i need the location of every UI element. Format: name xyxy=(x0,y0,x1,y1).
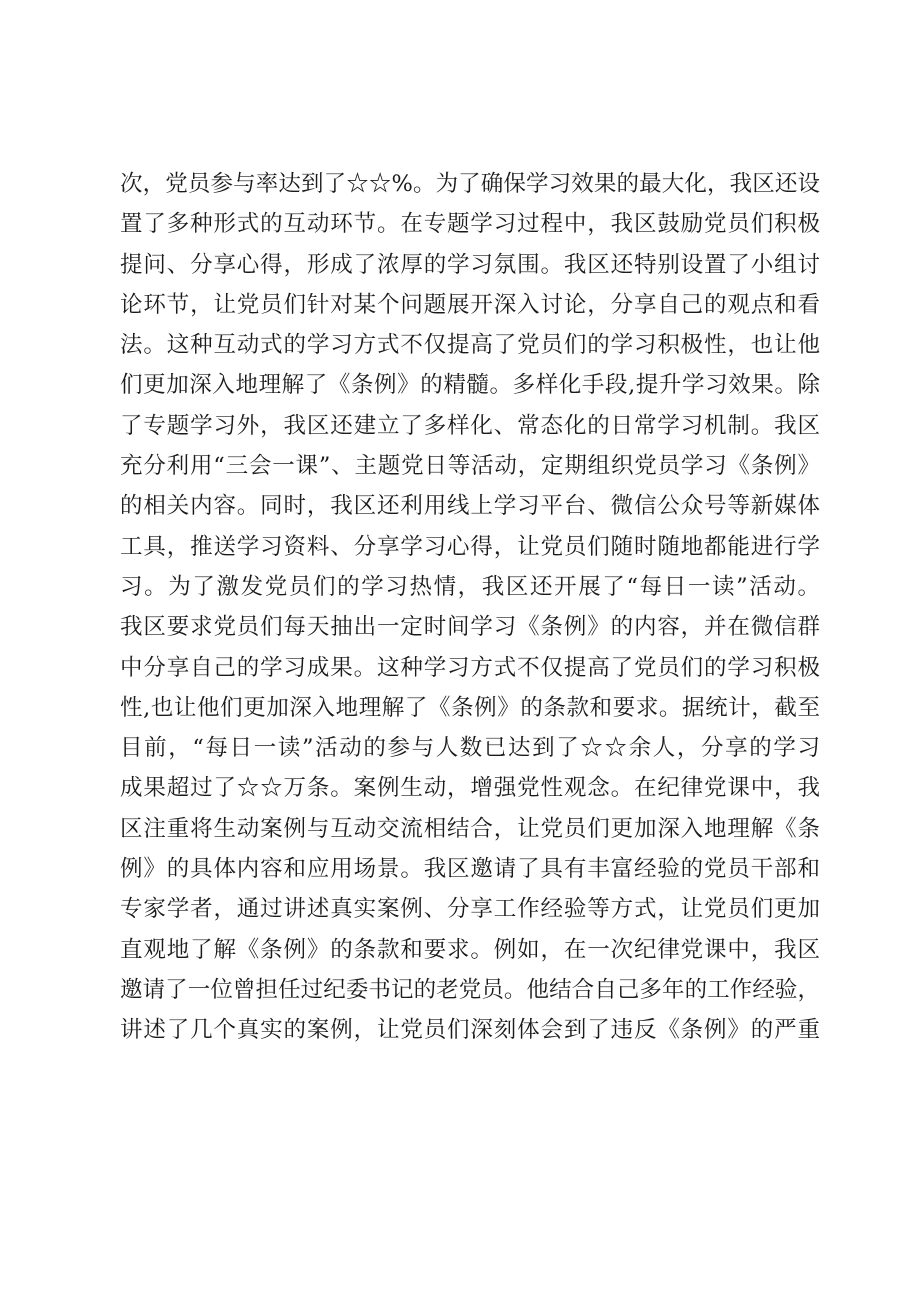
text-line: 邀请了一位曾担任过纪委书记的老党员。他结合自己多年的工作经验， xyxy=(120,976,820,1003)
text-line: 充分利用“三会一课”、主题党日等活动，定期组织党员学习《条例》 xyxy=(120,453,820,480)
text-line: 了专题学习外，我区还建立了多样化、常态化的日常学习机制。我区 xyxy=(120,412,820,439)
text-line: 专家学者，通过讲述真实案例、分享工作经验等方式，让党员们更加 xyxy=(120,896,820,923)
text-line: 我区要求党员们每天抽出一定时间学习《条例》的内容，并在微信群 xyxy=(120,614,820,641)
text-line: 区注重将生动案例与互动交流相结合，让党员们更加深入地理解《条 xyxy=(120,815,820,842)
text-line: 提问、分享心得，形成了浓厚的学习氛围。我区还特别设置了小组讨 xyxy=(120,251,820,278)
text-line: 例》的具体内容和应用场景。我区邀请了具有丰富经验的党员干部和 xyxy=(120,856,820,883)
text-line: 中分享自己的学习成果。这种学习方式不仅提高了党员们的学习积极 xyxy=(120,654,820,681)
text-line: 们更加深入地理解了《条例》的精髓。多样化手段,提升学习效果。除 xyxy=(120,372,820,399)
text-line: 习。为了激发党员们的学习热情，我区还开展了“每日一读”活动。 xyxy=(120,573,820,600)
document-body xyxy=(120,164,820,1051)
text-line: 工具，推送学习资料、分享学习心得，让党员们随时随地都能进行学 xyxy=(120,533,820,560)
text-line: 的相关内容。同时，我区还利用线上学习平台、微信公众号等新媒体 xyxy=(120,493,820,520)
text-line: 论环节，让党员们针对某个问题展开深入讨论，分享自己的观点和看 xyxy=(120,291,820,318)
text-line: 讲述了几个真实的案例，让党员们深刻体会到了违反《条例》的严重 xyxy=(120,1017,820,1044)
text-line: 性,也让他们更加深入地理解了《条例》的条款和要求。据统计，截至 xyxy=(120,694,820,721)
text-line: 次，党员参与率达到了☆☆%。为了确保学习效果的最大化，我区还设 xyxy=(120,171,820,197)
text-line: 成果超过了☆☆万条。案例生动，增强党性观念。在纪律党课中，我 xyxy=(120,775,820,802)
text-line: 直观地了解《条例》的条款和要求。例如，在一次纪律党课中，我区 xyxy=(120,936,820,963)
text-line: 目前，“每日一读”活动的参与人数已达到了☆☆余人，分享的学习 xyxy=(120,735,820,762)
text-line: 法。这种互动式的学习方式不仅提高了党员们的学习积极性，也让他 xyxy=(120,332,820,359)
text-line: 置了多种形式的互动环节。在专题学习过程中，我区鼓励党员们积极 xyxy=(120,211,820,238)
